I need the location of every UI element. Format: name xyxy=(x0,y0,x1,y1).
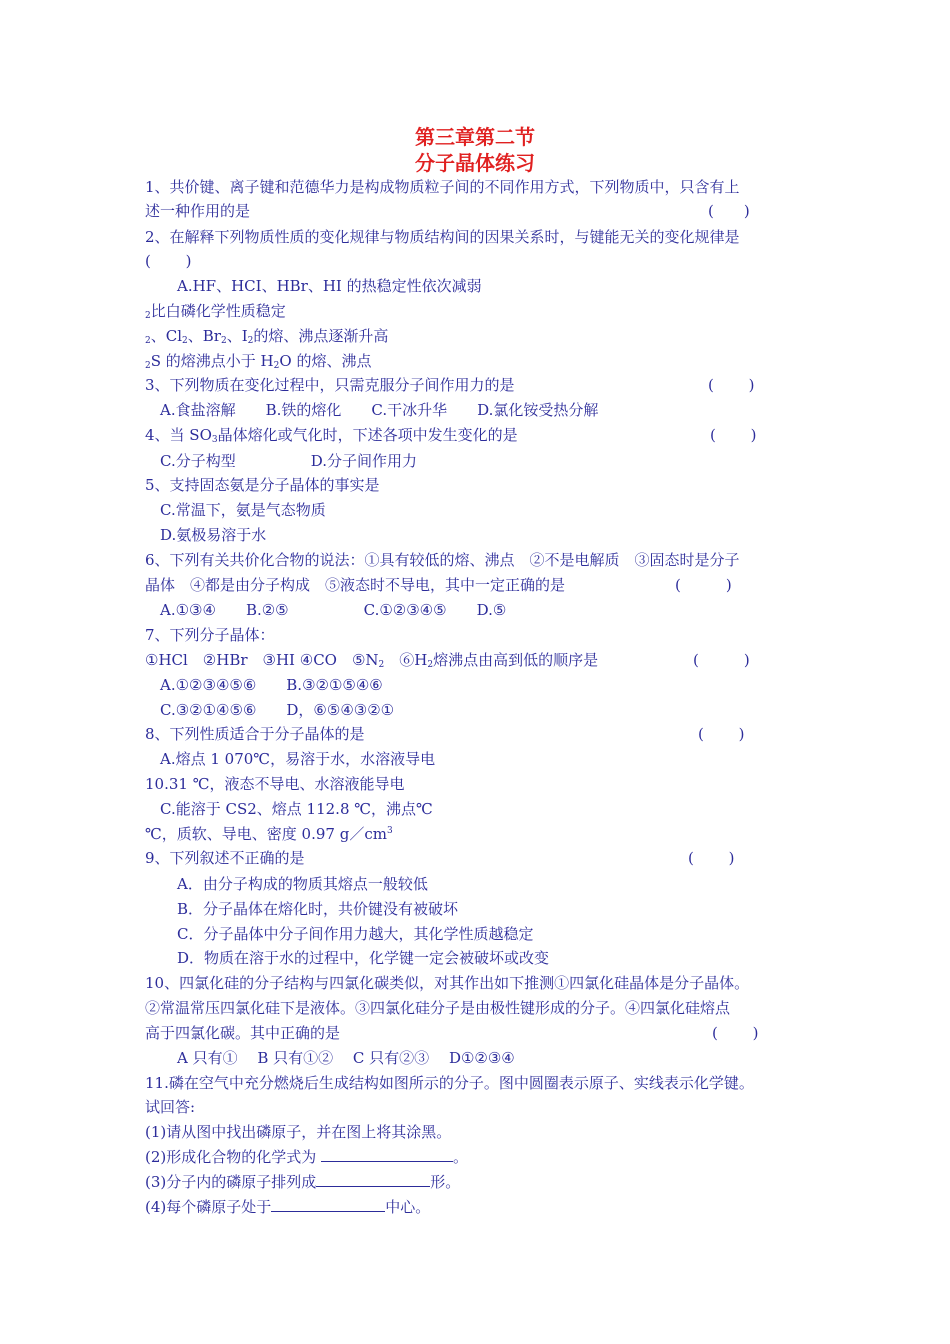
q11-stem-line2: 试回答: xyxy=(145,1098,196,1116)
q8-stem: 8、下列性质适合于分子晶体的是 xyxy=(145,725,365,743)
q2-option-d: $_2$S 的熔沸点小于 $H_2O$ 的熔、沸点 xyxy=(145,352,372,371)
q5-option-c: C.常温下，氨是气态物质 xyxy=(160,501,326,519)
q11-blank-formula[interactable] xyxy=(321,1147,453,1162)
q2-stem: 2、在解释下列物质性质的变化规律与物质结构间的因果关系时，与键能无关的变化规律是 xyxy=(145,228,740,246)
q11-blank-shape[interactable] xyxy=(316,1172,430,1187)
q7-options-cd: C.③②①④⑤⑥ D，⑥⑤④③②① xyxy=(160,701,395,719)
q8-option-a: A.熔点 1 070℃，易溶于水，水溶液导电 xyxy=(160,750,436,768)
q10-stem-line2: ②常温常压四氯化硅下是液体。③四氯化硅分子是由极性键形成的分子。④四氯化硅熔点 xyxy=(145,999,731,1017)
q8-option-d: ℃，质软、导电、密度 0.97 $g/cm^3$ xyxy=(145,825,393,843)
q8-option-b: 10.31 ℃，液态不导电、水溶液能导电 xyxy=(145,775,405,793)
q1-stem-line1: 1、共价键、离子键和范德华力是构成物质粒子间的不同作用方式，下列物质中，只含有上 xyxy=(145,178,740,196)
q2-option-a: A.HF、HCI、HBr、HI 的热稳定性依次减弱 xyxy=(177,277,482,295)
q7-substance-list: ①HCl ②HBr ③HI ④CO $⑤N_2$ $⑥H_2$熔沸点由高到低的顺序是 xyxy=(145,651,599,670)
q6-stem-line2: 晶体 ④都是由分子构成 ⑤液态时不导电，其中一定正确的是 xyxy=(145,576,566,594)
q6-answer-bracket[interactable]: ( ) xyxy=(675,576,732,594)
q1-answer-bracket[interactable]: ( ) xyxy=(708,202,750,220)
chapter-title: 第三章第二节 xyxy=(415,125,535,149)
q9-stem: 9、下列叙述不正确的是 xyxy=(145,849,305,867)
q3-options: A.食盐溶解 B.铁的熔化 C.干冰升华 D.氯化铵受热分解 xyxy=(160,401,599,419)
q7-options-ab: A.①②③④⑤⑥ B.③②①⑤④⑥ xyxy=(160,676,383,694)
q7-answer-bracket[interactable]: ( ) xyxy=(693,651,750,669)
q8-answer-bracket[interactable]: ( ) xyxy=(698,725,745,743)
q2-answer-bracket[interactable]: ( ) xyxy=(145,252,192,270)
q1-stem-line2: 述一种作用的是 xyxy=(145,202,251,220)
worksheet-title: 分子晶体练习 xyxy=(415,151,535,175)
q10-stem-line1: 10、四氯化硅的分子结构与四氯化碳类似，对其作出如下推测①四氯化硅晶体是分子晶体。 xyxy=(145,974,750,992)
q4-answer-bracket[interactable]: ( ) xyxy=(710,426,757,444)
q4-options: C.分子构型 D.分子间作用力 xyxy=(160,452,417,470)
q7-stem: 7、下列分子晶体： xyxy=(145,626,275,644)
q8-option-c: C.能溶于 CS2、熔点 112.8 ℃，沸点℃ xyxy=(160,800,433,818)
q6-stem-line1: 6、下列有关共价化合物的说法：①具有较低的熔、沸点 ②不是电解质 ③固态时是分子 xyxy=(145,551,740,569)
q11-stem-line1: 11.磷在空气中充分燃烧后生成结构如图所示的分子。图中圆圈表示原子、实线表示化学键。 xyxy=(145,1074,754,1092)
q3-stem: 3、下列物质在变化过程中，只需克服分子间作用力的是 xyxy=(145,376,515,394)
q9-answer-bracket[interactable]: ( ) xyxy=(688,849,735,867)
q9-option-d: D．物质在溶于水的过程中，化学键一定会被破坏或改变 xyxy=(177,949,550,967)
q5-option-d: D.氨极易溶于水 xyxy=(160,526,267,544)
q10-stem-line3: 高于四氯化碳。其中正确的是 xyxy=(145,1024,341,1042)
q11-blank-center[interactable] xyxy=(271,1197,385,1212)
q6-options: A.①③④ B.②⑤ C.①②③④⑤ D.⑤ xyxy=(160,601,507,619)
q3-answer-bracket[interactable]: ( ) xyxy=(708,376,755,394)
q11-subquestion-3: (3)分子内的磷原子排列成 形。 xyxy=(145,1173,461,1191)
q5-stem: 5、支持固态氨是分子晶体的事实是 xyxy=(145,476,380,494)
q9-option-c: C．分子晶体中分子间作用力越大，其化学性质越稳定 xyxy=(177,925,534,943)
q11-subquestion-2: (2)形成化合物的化学式为 。 xyxy=(145,1148,469,1166)
q11-subquestion-4: (4)每个磷原子处于 中心。 xyxy=(145,1198,431,1216)
q2-option-c: $_2$、$Cl_2$、$Br_2$、$I_2$的熔、沸点逐渐升高 xyxy=(145,327,389,346)
q10-answer-bracket[interactable]: ( ) xyxy=(712,1024,759,1042)
q2-option-b: $_2$比白磷化学性质稳定 xyxy=(145,302,286,321)
q9-option-a: A．由分子构成的物质其熔点一般较低 xyxy=(177,875,428,893)
q4-stem: 4、当 $SO_3$晶体熔化或气化时，下述各项中发生变化的是 xyxy=(145,426,518,445)
q11-subquestion-1: (1)请从图中找出磷原子，并在图上将其涂黑。 xyxy=(145,1123,452,1141)
q9-option-b: B．分子晶体在熔化时，共价键没有被破坏 xyxy=(177,900,459,918)
q10-options: A 只有① B 只有①② C 只有②③ D①②③④ xyxy=(177,1049,515,1067)
